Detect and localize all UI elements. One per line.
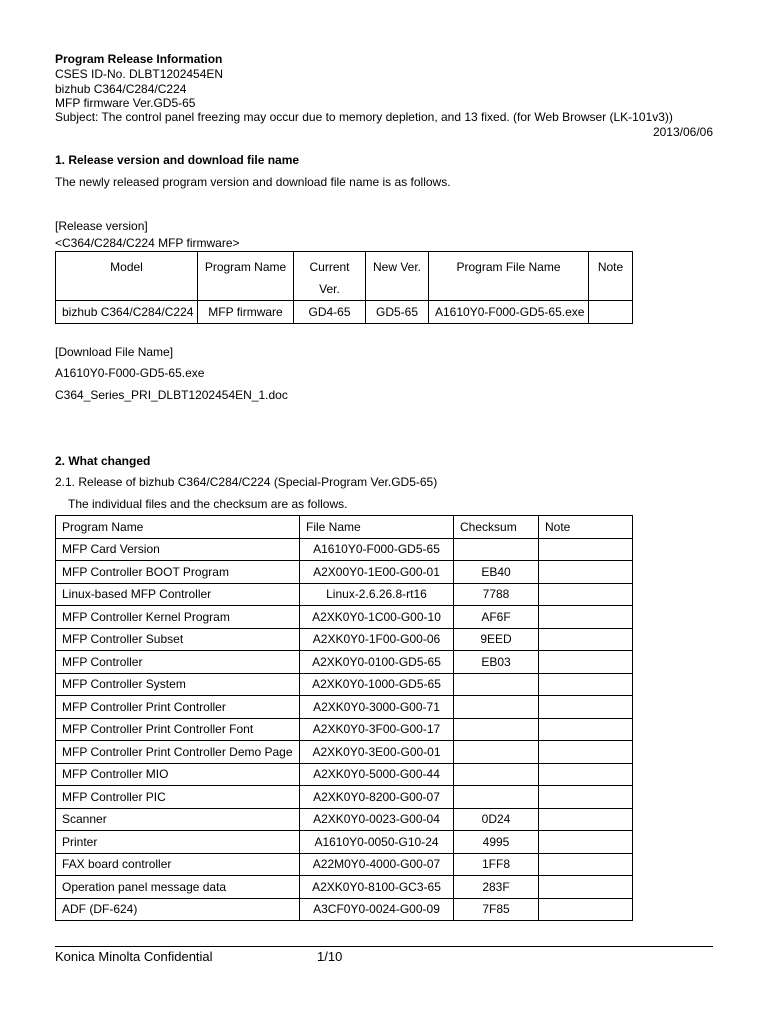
- table-cell: [589, 301, 633, 324]
- table-cell: MFP Controller Print Controller Font: [56, 718, 300, 741]
- table-cell: MFP Card Version: [56, 538, 300, 561]
- table-cell: [539, 718, 633, 741]
- table-cell: EB03: [454, 651, 539, 674]
- table-cell: MFP Controller Kernel Program: [56, 606, 300, 629]
- section2-heading: 2. What changed: [55, 454, 151, 468]
- cses-id: CSES ID-No. DLBT1202454EN: [55, 67, 224, 81]
- table-row: [56, 898, 633, 921]
- table-cell: [539, 651, 633, 674]
- document-title: Program Release Information: [55, 52, 223, 66]
- table-row: [56, 673, 633, 696]
- table-cell: [539, 786, 633, 809]
- table-row: [56, 786, 633, 809]
- table-cell: ADF (DF-624): [56, 898, 300, 921]
- table-cell: [454, 741, 539, 764]
- table-cell: 7F85: [454, 898, 539, 921]
- table-cell: A2X00Y0-1E00-G00-01: [300, 561, 454, 584]
- table-cell: [539, 583, 633, 606]
- table-row: [56, 831, 633, 854]
- table-cell: GD4-65: [294, 301, 366, 324]
- table-cell: A2XK0Y0-3000-G00-71: [300, 696, 454, 719]
- table-cell: Linux-based MFP Controller: [56, 583, 300, 606]
- download-file-1: A1610Y0-F000-GD5-65.exe: [55, 366, 205, 380]
- section2-subheading: 2.1. Release of bizhub C364/C284/C224 (Special-Program Ver.GD5-65): [55, 475, 438, 489]
- table-row: [56, 763, 633, 786]
- table-cell: MFP Controller Print Controller: [56, 696, 300, 719]
- table-cell: [539, 673, 633, 696]
- table-cell: Linux-2.6.26.8-rt16: [300, 583, 454, 606]
- file-checksum-table: [55, 515, 633, 921]
- table-cell: A2XK0Y0-0100-GD5-65: [300, 651, 454, 674]
- header-cell: Note: [539, 516, 633, 539]
- table-cell: [454, 538, 539, 561]
- table-cell: MFP Controller BOOT Program: [56, 561, 300, 584]
- table-cell: Scanner: [56, 808, 300, 831]
- table-cell: EB40: [454, 561, 539, 584]
- table-cell: 0D24: [454, 808, 539, 831]
- table-cell: [539, 741, 633, 764]
- download-file-2: C364_Series_PRI_DLBT1202454EN_1.doc: [55, 388, 288, 402]
- table-cell: [539, 876, 633, 899]
- table-row: [56, 561, 633, 584]
- table-cell: 283F: [454, 876, 539, 899]
- header-cell: Note: [589, 252, 633, 301]
- header-cell: Model: [56, 252, 198, 301]
- table-cell: [539, 696, 633, 719]
- table-row: [56, 651, 633, 674]
- release-version-label: [Release version]: [55, 219, 148, 233]
- header-cell: Program Name: [56, 516, 300, 539]
- table-cell: [454, 763, 539, 786]
- table-cell: A2XK0Y0-3E00-G00-01: [300, 741, 454, 764]
- header-cell: Current Ver.: [294, 252, 366, 301]
- table-row: [56, 876, 633, 899]
- table-cell: FAX board controller: [56, 853, 300, 876]
- table-cell: A2XK0Y0-3F00-G00-17: [300, 718, 454, 741]
- download-label: [Download File Name]: [55, 345, 174, 359]
- table-cell: 1FF8: [454, 853, 539, 876]
- table-row: [56, 741, 633, 764]
- table-cell: GD5-65: [366, 301, 429, 324]
- table-cell: A2XK0Y0-1000-GD5-65: [300, 673, 454, 696]
- table-cell: MFP firmware: [198, 301, 294, 324]
- table-caption: <C364/C284/C224 MFP firmware>: [55, 236, 240, 250]
- release-date: 2013/06/06: [652, 125, 713, 139]
- table-cell: A1610Y0-F000-GD5-65: [300, 538, 454, 561]
- table-cell: [454, 696, 539, 719]
- header-cell: Checksum: [454, 516, 539, 539]
- table-cell: A3CF0Y0-0024-G00-09: [300, 898, 454, 921]
- table-cell: MFP Controller Print Controller Demo Page: [56, 741, 300, 764]
- footer-page-number: 1/10: [317, 949, 343, 964]
- table-cell: MFP Controller PIC: [56, 786, 300, 809]
- table-header-row: [56, 516, 633, 539]
- table-cell: A2XK0Y0-0023-G00-04: [300, 808, 454, 831]
- table-cell: [454, 786, 539, 809]
- table-cell: A22M0Y0-4000-G00-07: [300, 853, 454, 876]
- table-cell: MFP Controller MIO: [56, 763, 300, 786]
- table-cell: A2XK0Y0-8100-GC3-65: [300, 876, 454, 899]
- header-cell: File Name: [300, 516, 454, 539]
- table-cell: [539, 606, 633, 629]
- table-cell: [454, 673, 539, 696]
- table-cell: MFP Controller System: [56, 673, 300, 696]
- section1-intro: The newly released program version and download file name is as follows.: [55, 175, 451, 189]
- table-cell: AF6F: [454, 606, 539, 629]
- table-cell: A2XK0Y0-1C00-G00-10: [300, 606, 454, 629]
- table-row: [56, 808, 633, 831]
- table-cell: [454, 718, 539, 741]
- table-cell: [539, 763, 633, 786]
- footer-divider: [55, 946, 713, 947]
- model-line: bizhub C364/C284/C224: [55, 82, 187, 96]
- table-cell: A2XK0Y0-8200-G00-07: [300, 786, 454, 809]
- table-cell: bizhub C364/C284/C224: [56, 301, 198, 324]
- table-cell: A1610Y0-F000-GD5-65.exe: [429, 301, 589, 324]
- table-row: [56, 606, 633, 629]
- table-row: [56, 628, 633, 651]
- header-cell: Program File Name: [429, 252, 589, 301]
- table-cell: A2XK0Y0-5000-G00-44: [300, 763, 454, 786]
- table-cell: MFP Controller: [56, 651, 300, 674]
- table-cell: Operation panel message data: [56, 876, 300, 899]
- table-row: [56, 696, 633, 719]
- section1-heading: 1. Release version and download file name: [55, 153, 300, 167]
- table-cell: Printer: [56, 831, 300, 854]
- table-cell: [539, 628, 633, 651]
- header-cell: New Ver.: [366, 252, 429, 301]
- table-cell: [539, 538, 633, 561]
- table-row: [56, 301, 633, 324]
- table-row: [56, 718, 633, 741]
- table-cell: [539, 898, 633, 921]
- table-cell: [539, 561, 633, 584]
- table-cell: [539, 853, 633, 876]
- header-cell: Program Name: [198, 252, 294, 301]
- table-cell: [539, 831, 633, 854]
- footer-confidential: Konica Minolta Confidential: [55, 949, 213, 964]
- table-cell: A1610Y0-0050-G10-24: [300, 831, 454, 854]
- table-cell: 7788: [454, 583, 539, 606]
- table-row: [56, 538, 633, 561]
- table-cell: 4995: [454, 831, 539, 854]
- release-version-table: [55, 251, 633, 324]
- table-cell: MFP Controller Subset: [56, 628, 300, 651]
- table-cell: [539, 808, 633, 831]
- firmware-line: MFP firmware Ver.GD5-65: [55, 96, 196, 110]
- table-row: [56, 853, 633, 876]
- section2-intro: The individual files and the checksum are as follows.: [68, 497, 348, 511]
- table-header-row: [56, 252, 633, 301]
- subject-line: Subject: The control panel freezing may occur due to memory depletion, and 13 fixed. (for Web Browser (LK-101v3)): [55, 110, 673, 124]
- table-cell: A2XK0Y0-1F00-G00-06: [300, 628, 454, 651]
- table-cell: 9EED: [454, 628, 539, 651]
- table-row: [56, 583, 633, 606]
